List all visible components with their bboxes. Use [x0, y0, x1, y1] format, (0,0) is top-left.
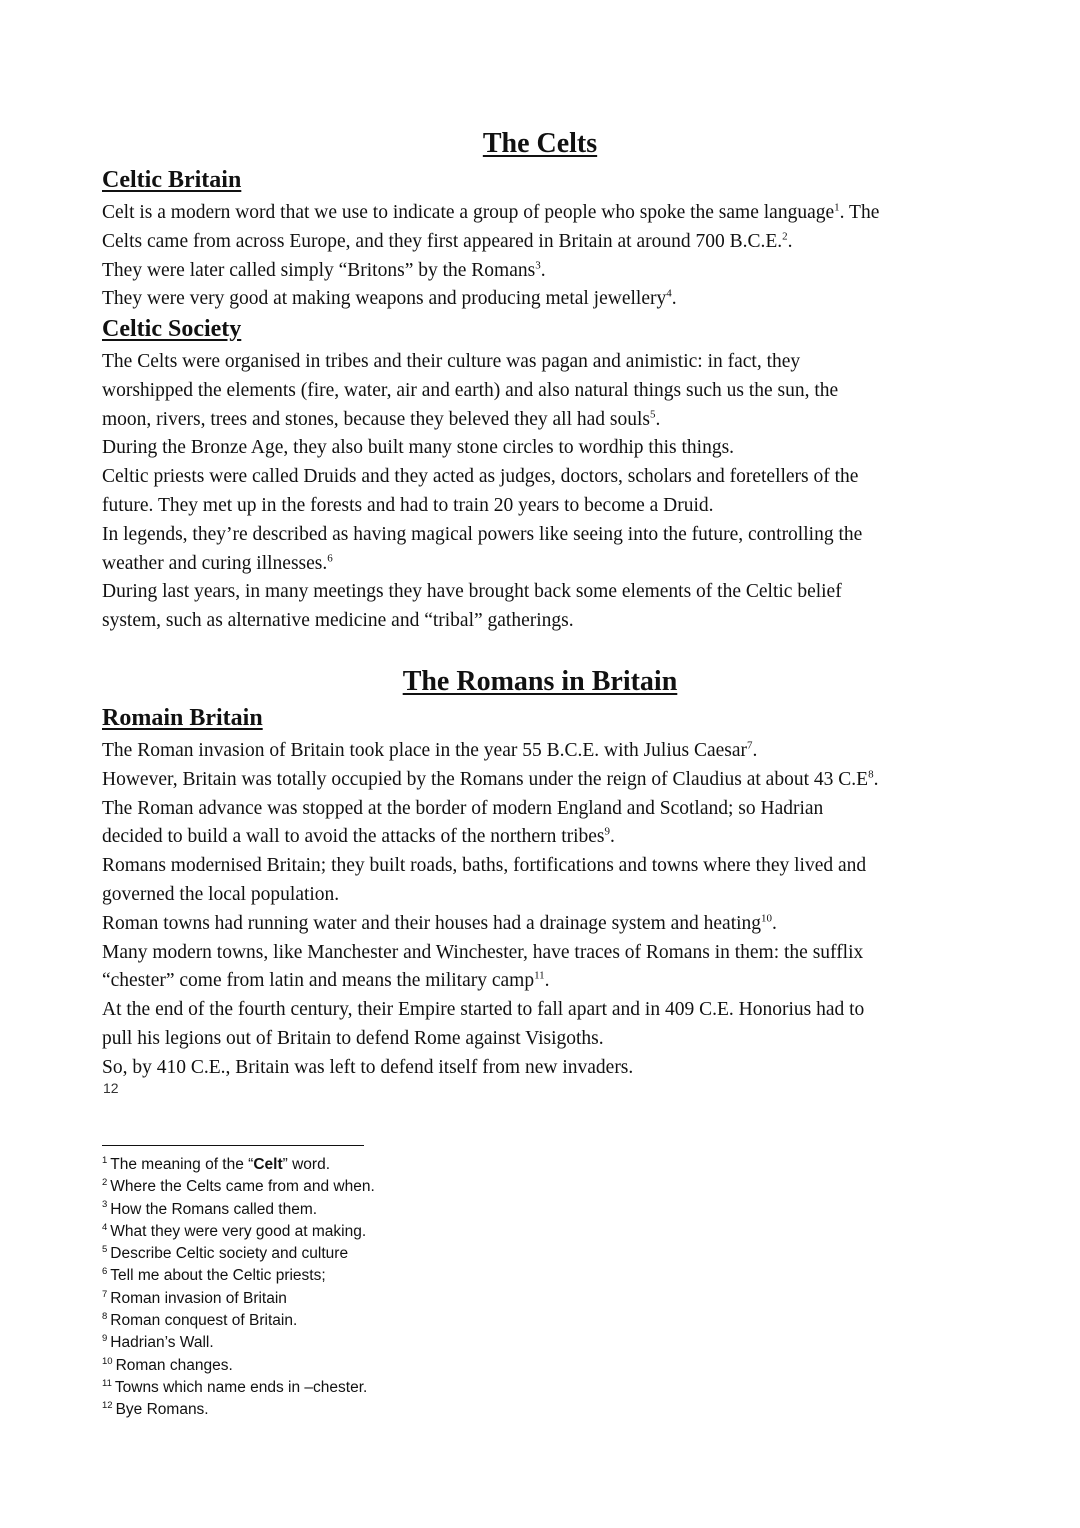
text-line: Romans modernised Britain; they built roads, baths, fortifications and towns where they lived and	[102, 855, 867, 877]
footnote-item: $^9$ Hadrian’s Wall.	[102, 1333, 214, 1352]
footnote-item: $^5$ Describe Celtic society and culture	[102, 1244, 349, 1263]
text-line: pull his legions out of Britain to defend Rome against Visigoths.	[102, 1027, 604, 1049]
footnote-item: $^{10}$ Roman changes.	[102, 1355, 233, 1374]
footnote-separator	[102, 1145, 364, 1146]
footnote-item: $^8$ Roman conquest of Britain.	[102, 1310, 298, 1330]
section-heading-celtic-society: Celtic Society	[102, 316, 242, 342]
footnote-item: $^6$ Tell me about the Celtic priests;	[102, 1266, 326, 1285]
section-heading-celtic-britain: Celtic Britain	[102, 167, 242, 193]
footnote-item: $^2$ Where the Celts came from and when.	[102, 1177, 375, 1196]
text-line: decided to build a wall to avoid the attacks of the northern tribes$^9$.	[102, 825, 615, 848]
section-title-romans: The Romans in Britain	[402, 666, 678, 697]
text-line: The Roman advance was stopped at the border of modern England and Scotland; so Hadrian	[102, 797, 824, 819]
paragraph-celtic-society	[102, 348, 982, 636]
text-line: future. They met up in the forests and had to train 20 years to become a Druid.	[102, 494, 714, 516]
text-line: Many modern towns, like Manchester and Winchester, have traces of Romans in them: the sufflix	[102, 941, 864, 963]
section-heading-roman-britain: Romain Britain	[102, 705, 263, 731]
text-line: However, Britain was totally occupied by the Romans under the reign of Claudius at about 43 $C.E^8$.	[102, 768, 879, 790]
footnote-item: $^{12}$ Bye Romans.	[102, 1400, 209, 1419]
text-line: system, such as alternative medicine and “tribal” gatherings.	[102, 610, 574, 632]
text-line: moon, rivers, trees and stones, because they beleved they all had souls$^5$.	[102, 408, 661, 430]
text-line: Celtic priests were called Druids and they acted as judges, doctors, scholars and foretellers of the	[102, 466, 859, 488]
text-line: worshipped the elements (fire, water, air and earth) and also natural things such us the sun, the	[102, 379, 839, 401]
text-line: In legends, they’re described as having magical powers like seeing into the future, controlling the	[102, 523, 863, 545]
paragraph-celtic-britain	[102, 199, 982, 314]
footnote-item: $^{11}$ Towns which name ends in –chester.	[102, 1377, 368, 1396]
text-line: At the end of the fourth century, their Empire started to fall apart and in 409 C.E. Honorius had to	[102, 999, 865, 1021]
text-line: During last years, in many meetings they have brought back some elements of the Celtic belief	[102, 581, 842, 603]
text-line: The Celts were organised in tribes and their culture was pagan and animistic: in fact, they	[102, 351, 801, 372]
text-line: They were later called simply “Britons” by the Romans$^3$.	[102, 259, 546, 281]
text-line: Celt is a modern word that we use to indicate a group of people who spoke the same language$^1$. The	[102, 201, 880, 223]
text-line: Celts came from across Europe, and they first appeared in Britain at around 700 B.C.E.$^2$.	[102, 230, 793, 252]
footnotes-list	[102, 1154, 375, 1422]
footnote-marker-12: 12	[103, 1080, 119, 1096]
text-line: So, by 410 C.E., Britain was left to defend itself from new invaders.	[102, 1056, 634, 1078]
footnote-item: $^1$ The meaning of the “Celt” word.	[102, 1154, 330, 1173]
text-line: They were very good at making weapons and producing metal jewellery$^4$.	[102, 287, 677, 310]
footnote-item: $^4$ What they were very good at making.	[102, 1221, 367, 1240]
text-line: governed the local population.	[102, 883, 340, 905]
footnote-item: $^3$ How the Romans called them.	[102, 1199, 318, 1218]
text-line: During the Bronze Age, they also built many stone circles to wordhip this things.	[102, 437, 735, 459]
text-line: The Roman invasion of Britain took place in the year 55 B.C.E. with Julius Caesar$^7$.	[102, 739, 758, 761]
footnote-item: $^7$ Roman invasion of Britain	[102, 1288, 287, 1307]
text-line: weather and curing illnesses.$^6$	[102, 552, 333, 574]
paragraph-roman-britain	[102, 737, 982, 1083]
page-title: The Celts	[482, 128, 598, 159]
text-line: Roman towns had running water and their houses had a drainage system and heating$^{10}$.	[102, 912, 777, 934]
text-line: “chester” come from latin and means the military camp$^{11}$.	[102, 969, 550, 992]
